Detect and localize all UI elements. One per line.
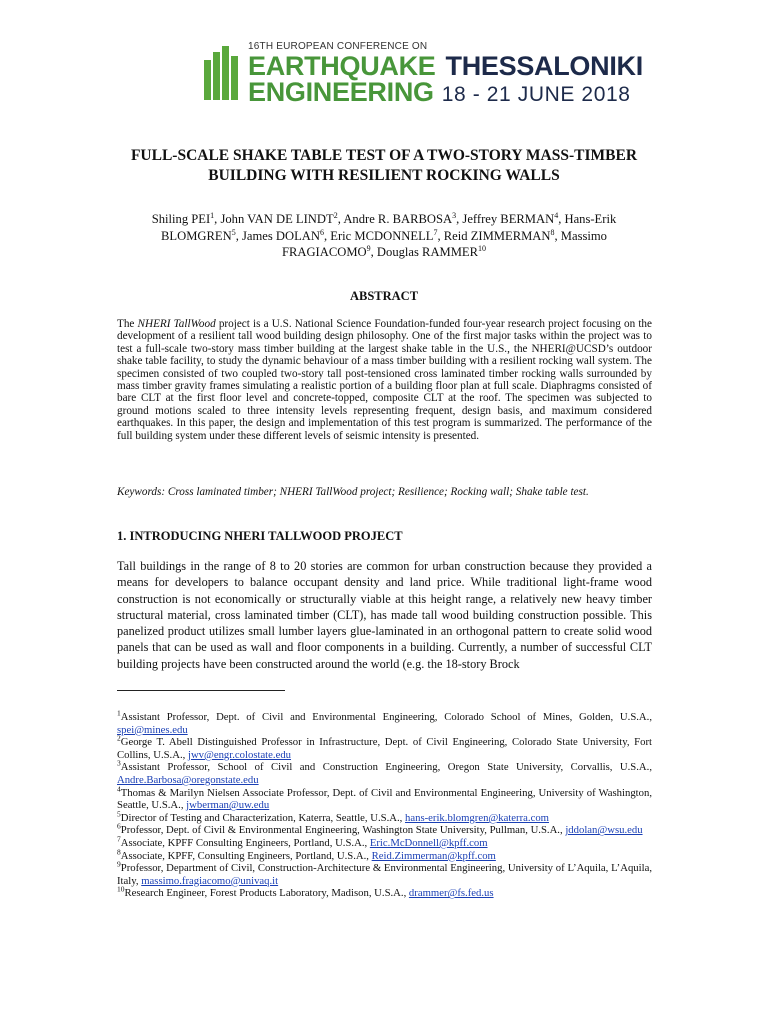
conference-dates: 18 - 21 JUNE 2018 [441, 83, 631, 106]
author-affiliation-mark: 9 [366, 243, 371, 253]
author-name: Andre R. BARBOSA [343, 212, 453, 226]
author-name: Douglas RAMMER [376, 245, 479, 259]
footnote [117, 784, 652, 812]
footnote-text: Research Engineer, Forest Products Laboratory, Madison, U.S.A., [124, 887, 409, 900]
footnote-mark: 5 [117, 809, 121, 819]
footnote [117, 733, 652, 761]
footnote-mark: 7 [117, 834, 121, 844]
email-link[interactable]: massimo.fragiacomo@univaq.it [141, 874, 279, 887]
email-link[interactable]: drammer@fs.fed.us [408, 887, 494, 900]
footnote-text: Assistant Professor, School of Civil and Construction Engineering, Oregon State University, Corvallis, U.S.A., [120, 761, 652, 774]
author-affiliation-mark: 2 [333, 210, 338, 220]
author-affiliation-mark: 10 [478, 243, 487, 253]
conference-subtitle: 16TH EUROPEAN CONFERENCE ON [248, 41, 428, 52]
footnote [117, 758, 652, 786]
conference-engineering: ENGINEERING [248, 77, 434, 107]
footnote-text: Associate, KPFF Consulting Engineers, Portland, U.S.A., [120, 836, 370, 849]
paper-title: FULL-SCALE SHAKE TABLE TEST OF A TWO-STORY MASS-TIMBER BUILDING WITH RESILIENT ROCKING WALLS [130, 147, 638, 184]
email-link[interactable]: Andre.Barbosa@oregonstate.edu [117, 773, 259, 786]
author-affiliation-mark: 5 [231, 227, 236, 237]
conference-line-1 [248, 52, 643, 80]
footnote-text: Associate, KPFF, Consulting Engineers, Portland, U.S.A., [120, 849, 372, 862]
footnote-mark: 6 [117, 821, 121, 831]
author-name: James DOLAN [242, 228, 320, 243]
footnote [117, 846, 652, 863]
author-name: Eric MCDONNELL [330, 228, 434, 243]
section-heading: 1. INTRODUCING NHERI TALLWOOD PROJECT [117, 529, 403, 543]
footnote-text: Professor, Department of Civil, Construction-Architecture & Environmental Engineering, University of L’Aquila, L’Aquila, Italy, [117, 862, 652, 887]
footnote-mark: 8 [117, 846, 121, 856]
author-affiliation-mark: 1 [210, 210, 215, 220]
email-link[interactable]: Reid.Zimmerman@kpff.com [371, 849, 496, 862]
footnote-text: George T. Abell Distinguished Professor in Infrastructure, Dept. of Civil Engineering, Colorado State University, Fort Collins, U.S.A., [117, 736, 652, 761]
keywords: Keywords: Cross laminated timber; NHERI TallWood project; Resilience; Rocking wall; Shake table test. [117, 486, 589, 498]
author-name: Shiling PEI [151, 212, 211, 226]
conference-line-2 [248, 78, 631, 109]
footnote-mark: 4 [117, 784, 121, 793]
author-name: Hans-Erik BLOMGREN [161, 212, 617, 243]
footnotes [117, 708, 652, 900]
footnote-mark: 3 [117, 758, 121, 768]
footnote [117, 708, 652, 736]
abstract-intro: The [117, 318, 138, 330]
author-affiliation-mark: 4 [554, 210, 559, 220]
author-name: Massimo FRAGIACOMO [281, 228, 607, 259]
author-affiliation-mark: 7 [433, 227, 438, 237]
author-name: John VAN DE LINDT [220, 212, 334, 226]
author-name: Jeffrey BERMAN [462, 212, 555, 226]
abstract-text [117, 318, 652, 442]
footnote [117, 859, 652, 887]
logo-bars-icon [204, 46, 244, 102]
conference-logo [204, 38, 643, 108]
footnote-text: Assistant Professor, Dept. of Civil and Environmental Engineering, Colorado School of Mines, Golden, U.S.A., [120, 711, 652, 723]
abstract-project-name: NHERI TallWood [137, 318, 216, 330]
footnote [117, 884, 652, 900]
footnote-mark: 10 [117, 884, 125, 894]
footnote [117, 821, 652, 837]
footnote [117, 809, 652, 825]
abstract-body: project is a U.S. National Science Foundation-funded four-year research project focusing on the development of a resilient tall wood building design philosophy. One of the first major tasks within the project was to test a full-scale two-story mass timber building at the largest shake table in the U.S., the NHERI@UCSD’s outdoor shake table facility, to study the dynamic behaviour of a mass timber building with a resilient rocking wall system. The specimen consisted of two coupled two-story tall post-tensioned cross laminated timber rocking walls surrounded by mass timber gravity frames simulating a realistic portion of a building floor plan at full scale. Diaphragms consisted of bare CLT at the first floor level and concrete-topped, composite CLT at the roof. The specimen was subjected to ground motions scaled to three intensity levels representing frequent, design basis, and maximum considered earthquakes. In this paper, the design and implementation of this test program is summarized. The performance of the full building system under these different levels of seismic intensity is presented. [117, 318, 652, 442]
footnote-divider [117, 690, 285, 691]
footnote [117, 834, 652, 850]
footnote-mark: 2 [117, 733, 121, 743]
author-affiliation-mark: 6 [320, 227, 324, 237]
section-body: Tall buildings in the range of 8 to 20 stories are common for urban construction because they provided a means for developers to balance occupant density and land price. While traditional light-frame wood construction is not economically or structurally viable at this height range, a relatively new heavy timber structural material, cross laminated timber (CLT), has made tall wood building construction possible. This panelized product utilizes small lumber layers glue-laminated in an orthogonal pattern to create solid wood panels that can be used as wall and floor components in a building. Currently, a number of successful CLT building projects have been constructed around the world (e.g. the 18-story Brock [117, 559, 652, 671]
author-affiliation-mark: 8 [550, 227, 555, 237]
author-list: Shiling PEI$^1$, John VAN DE LINDT$^2$, Andre R. BARBOSA$^3$, Jeffrey BERMAN$^4$, Hans-Erik BLOMGREN$^5$, James DOLAN$^6$, Eric MCDONNELL$^7$, Reid ZIMMERMAN$^8$, Massimo FRAGIACOMO$^9$, Douglas RAMMER$^{10}$ [151, 210, 617, 259]
email-link[interactable]: spei@mines.edu [117, 723, 188, 736]
conference-earthquake: EARTHQUAKE [248, 51, 436, 81]
abstract-heading: ABSTRACT [349, 289, 419, 303]
author-name: Reid ZIMMERMAN [443, 228, 551, 243]
email-link[interactable]: jwberman@uw.edu [186, 799, 270, 812]
email-link[interactable]: jddolan@wsu.edu [565, 824, 643, 837]
footnote-text: Professor, Dept. of Civil & Environmental Engineering, Washington State University, Pullman, U.S.A., [120, 824, 566, 837]
footnote-text: Thomas & Marilyn Nielsen Associate Professor, Dept. of Civil and Environmental Engineering, University of Washington, Seattle, U.S.A., [117, 786, 652, 812]
conference-city: THESSALONIKI [445, 51, 643, 81]
email-link[interactable]: Eric.McDonnell@kpff.com [369, 836, 488, 849]
email-link[interactable]: jwv@engr.colostate.edu [187, 748, 292, 761]
author-affiliation-mark: 3 [452, 210, 457, 220]
footnote-mark: 1 [117, 708, 121, 718]
email-link[interactable]: hans-erik.blomgren@katerra.com [405, 811, 549, 824]
footnote-text: Director of Testing and Characterization, Katerra, Seattle, U.S.A., [120, 811, 406, 824]
footnote-mark: 9 [117, 859, 121, 869]
